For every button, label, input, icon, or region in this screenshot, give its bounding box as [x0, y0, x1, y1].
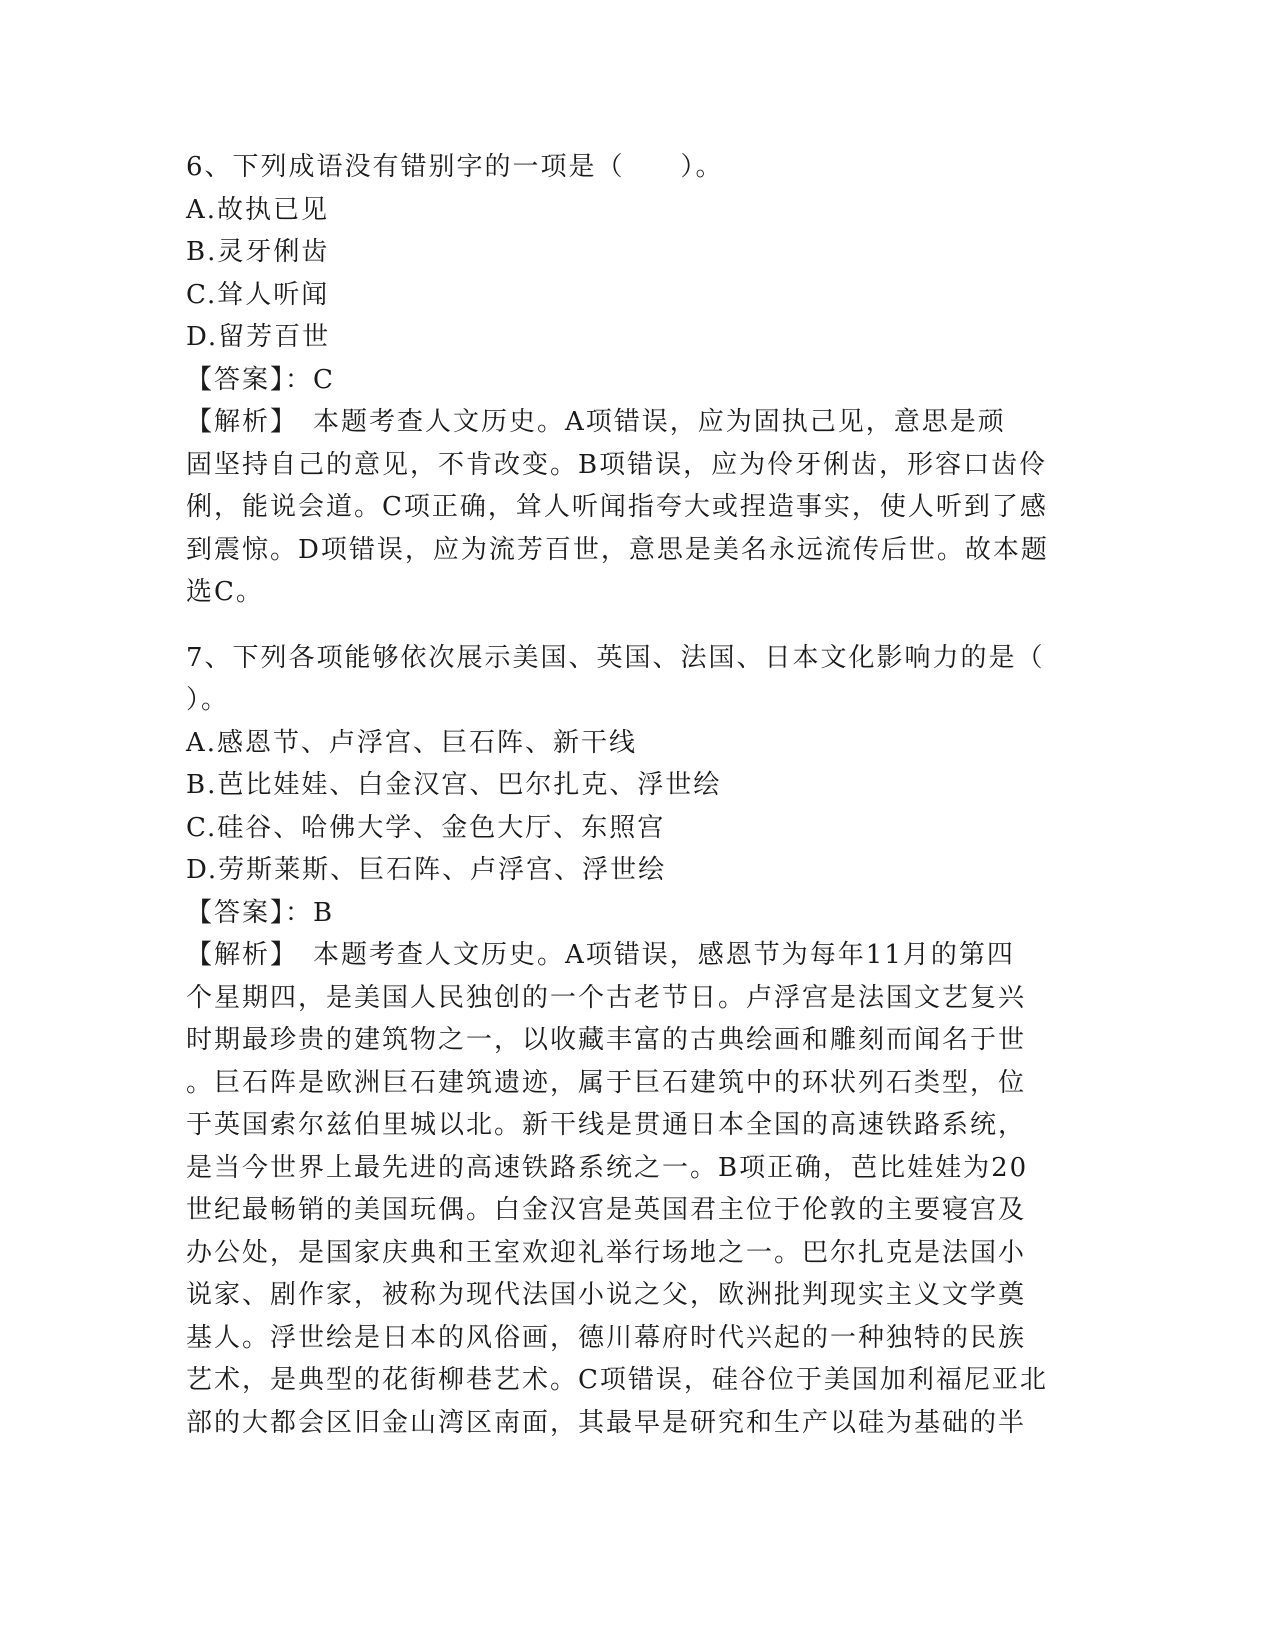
option-b: B.灵牙俐齿: [186, 237, 330, 267]
explanation-line: 。巨石阵是欧洲巨石建筑遗迹，属于巨石建筑中的环状列石类型，位: [186, 1067, 1027, 1098]
question-7: [186, 637, 1086, 1445]
explanation-line: 固坚持自己的意见，不肯改变。B项错误，应为伶牙俐齿，形容口齿伶: [186, 449, 1048, 480]
explanation-line: 到震惊。D项错误，应为流芳百世，意思是美名永远流传后世。故本题: [186, 534, 1049, 565]
explanation-line: 【解析】 本题考查人文历史。A项错误，应为固执己见，意思是顽: [186, 407, 1006, 437]
explanation-line: 基人。浮世绘是日本的风俗画，德川幕府时代兴起的一种独特的民族: [186, 1322, 1027, 1353]
question-stem-continued: ）。: [186, 685, 230, 715]
option-d: D.劳斯莱斯、巨石阵、卢浮宫、浮世绘: [186, 855, 667, 885]
option-a: A.故执已见: [186, 194, 330, 225]
explanation-line: 是当今世界上最先进的高速铁路系统之一。B项正确，芭比娃娃为20: [186, 1152, 1029, 1183]
question-stem: 7、下列各项能够依次展示美国、英国、法国、日本文化影响力的是（: [186, 642, 1045, 673]
explanation-line: 部的大都会区旧金山湾区南面，其最早是研究和生产以硅为基础的半: [186, 1407, 1027, 1438]
explanation-line: 于英国索尔兹伯里城以北。新干线是贯通日本全国的高速铁路系统，: [186, 1110, 1027, 1140]
option-c: C.硅谷、哈佛大学、金色大厅、东照宫: [186, 812, 666, 843]
question-separator: [186, 614, 1086, 637]
option-b: B.芭比娃娃、白金汉宫、巴尔扎克、浮世绘: [186, 770, 722, 800]
explanation-line: 世纪最畅销的美国玩偶。白金汉宫是英国君主位于伦敦的主要寝宫及: [186, 1195, 1027, 1225]
answer-line: 【答案】：B: [186, 897, 335, 928]
explanation-line: 说家、剧作家，被称为现代法国小说之父，欧洲批判现实主义文学奠: [186, 1280, 1027, 1310]
option-a: A.感恩节、卢浮宫、巨石阵、新干线: [186, 727, 638, 758]
explanation-line: 办公处，是国家庆典和王室欢迎礼举行场地之一。巴尔扎克是法国小: [186, 1237, 1027, 1268]
question-6: [186, 146, 1086, 614]
option-c: C.耸人听闻: [186, 279, 330, 310]
explanation-line: 个星期四，是美国人民独创的一个古老节日。卢浮宫是法国文艺复兴: [186, 982, 1027, 1013]
option-d: D.留芳百世: [186, 322, 331, 352]
explanation-line: 【解析】 本题考查人文历史。A项错误，感恩节为每年11月的第四: [186, 940, 1015, 970]
answer-line: 【答案】：C: [186, 364, 335, 395]
explanation-line: 艺术，是典型的花街柳巷艺术。C项错误，硅谷位于美国加利福尼亚北: [186, 1365, 1048, 1395]
explanation-line: 选C。: [186, 577, 264, 607]
question-stem: 6、下列成语没有错别字的一项是（ ）。: [186, 152, 724, 182]
document-body: [186, 146, 1086, 1444]
explanation-line: 俐，能说会道。C项正确，耸人听闻指夸大或捏造事实，使人听到了感: [186, 492, 1048, 522]
explanation-line: 时期最珍贵的建筑物之一，以收藏丰富的古典绘画和雕刻而闻名于世: [186, 1025, 1027, 1055]
